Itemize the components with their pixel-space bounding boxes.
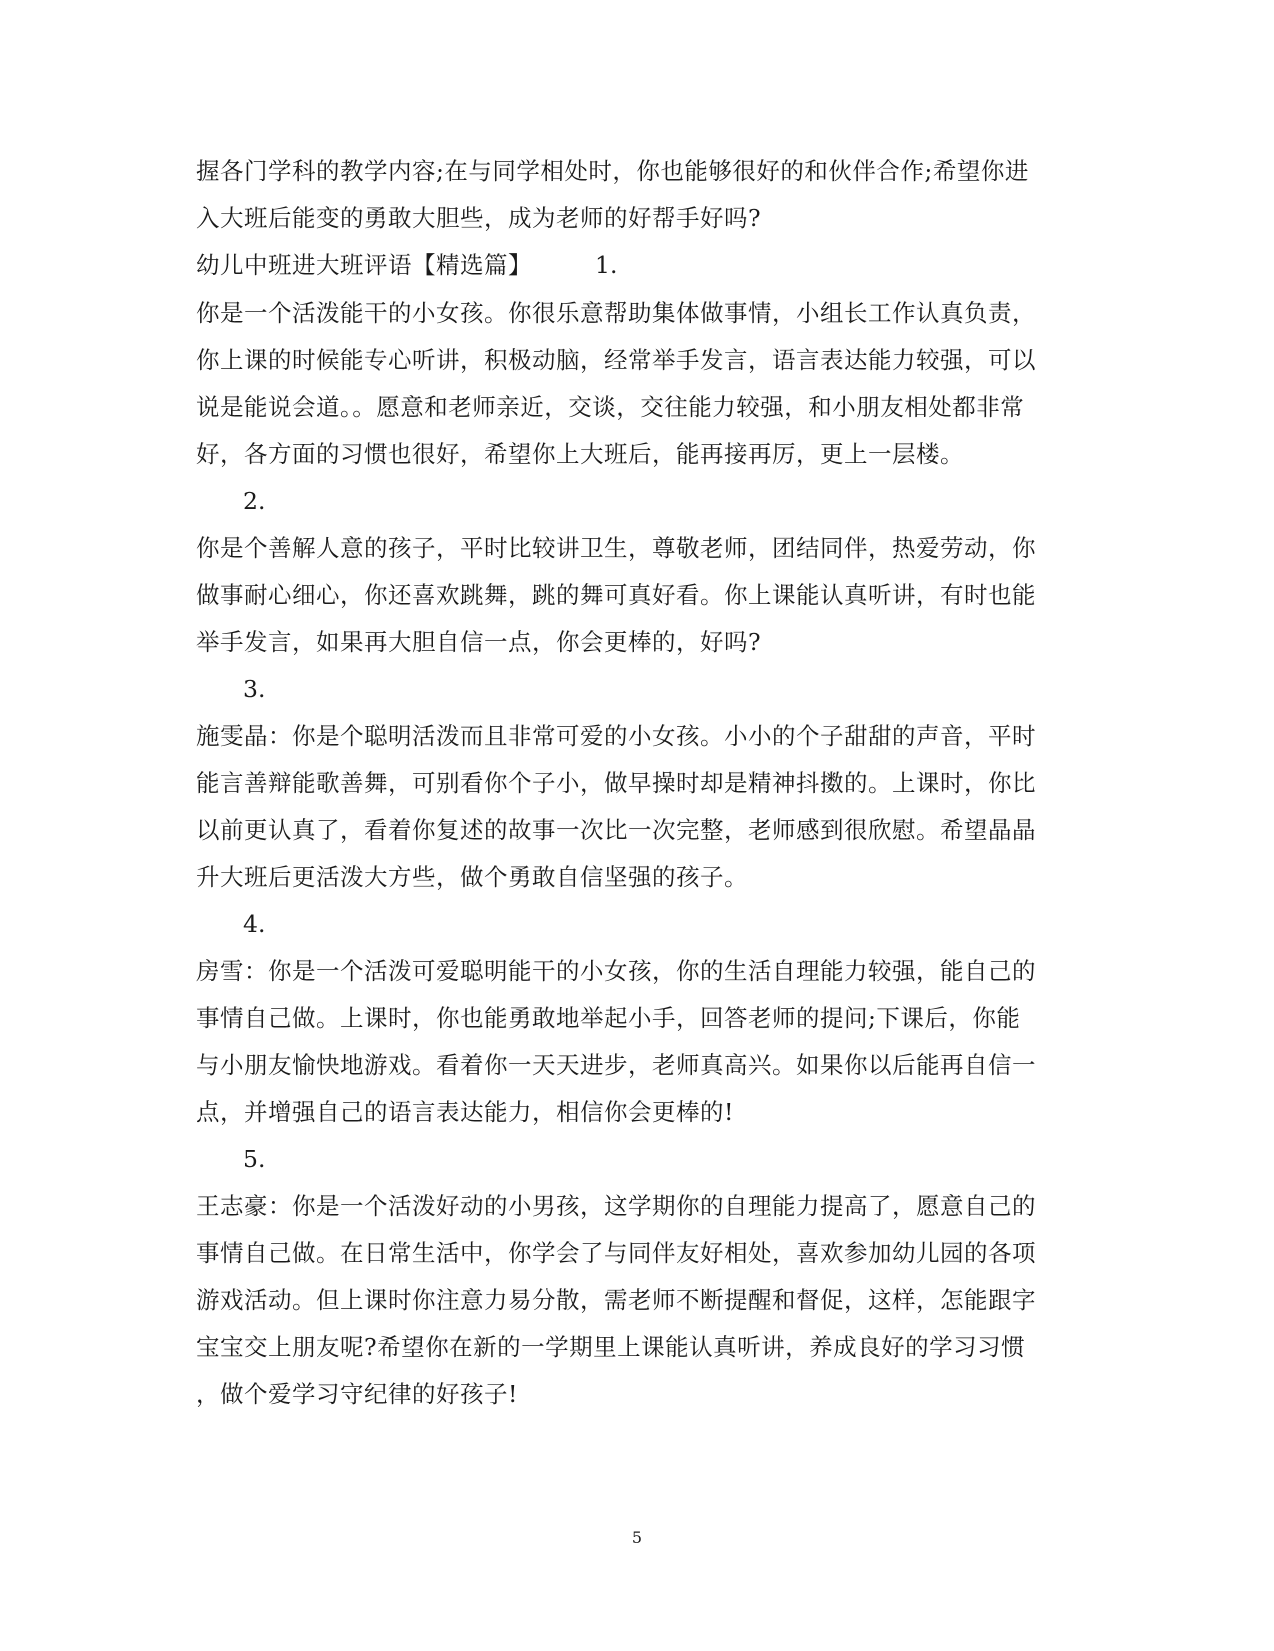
paragraph-line: 事情自己做。上课时，你也能勇敢地举起小手，回答老师的提问;下课后，你能 [196,1004,1021,1032]
paragraph-line: 点，并增强自己的语言表达能力，相信你会更棒的! [196,1098,734,1126]
paragraph-line: 能言善辩能歌善舞，可别看你个子小，做早操时却是精神抖擞的。上课时，你比 [196,769,1036,797]
page-number: 5 [631,1528,643,1547]
paragraph-line: 你是一个活泼能干的小女孩。你很乐意帮助集体做事情，小组长工作认真负责， [196,299,1036,327]
paragraph-line: 好，各方面的习惯也很好，希望你上大班后，能再接再厉，更上一层楼。 [196,440,964,468]
paragraph-line: 与小朋友愉快地游戏。看着你一天天进步，老师真高兴。如果你以后能再自信一 [196,1051,1036,1079]
paragraph-line: 升大班后更活泼大方些，做个勇敢自信坚强的孩子。 [196,863,748,891]
paragraph-line: 房雪：你是一个活泼可爱聪明能干的小女孩，你的生活自理能力较强，能自己的 [196,957,1036,985]
paragraph-line: 游戏活动。但上课时你注意力易分散，需老师不断提醒和督促，这样，怎能跟字 [196,1286,1036,1314]
item-number: 4. [243,910,266,938]
paragraph-line: 施雯晶：你是个聪明活泼而且非常可爱的小女孩。小小的个子甜甜的声音，平时 [196,722,1036,750]
item-number: 5. [243,1145,266,1173]
paragraph-line: ，做个爱学习守纪律的好孩子! [196,1380,518,1408]
item-number: 2. [243,487,266,515]
paragraph-line: 做事耐心细心，你还喜欢跳舞，跳的舞可真好看。你上课能认真听讲，有时也能 [196,581,1036,609]
item-number: 1. [595,251,618,279]
section-heading: 幼儿中班进大班评语【精选篇】 [196,251,532,279]
paragraph-line: 举手发言，如果再大胆自信一点，你会更棒的，好吗? [196,628,762,656]
paragraph-line: 宝宝交上朋友呢?希望你在新的一学期里上课能认真听讲，养成良好的学习习惯 [196,1333,1026,1361]
paragraph-line: 以前更认真了，看着你复述的故事一次比一次完整，老师感到很欣慰。希望晶晶 [196,816,1036,844]
item-number: 3. [243,675,266,703]
paragraph-line: 握各门学科的教学内容;在与同学相处时，你也能够很好的和伙伴合作;希望你进 [196,157,1029,185]
paragraph-line: 你是个善解人意的孩子，平时比较讲卫生，尊敬老师，团结同伴，热爱劳动，你 [196,534,1036,562]
paragraph-line: 王志豪：你是一个活泼好动的小男孩，这学期你的自理能力提高了，愿意自己的 [196,1192,1036,1220]
paragraph-line: 入大班后能变的勇敢大胆些，成为老师的好帮手好吗? [196,204,762,232]
paragraph-line: 事情自己做。在日常生活中，你学会了与同伴友好相处，喜欢参加幼儿园的各项 [196,1239,1036,1267]
paragraph-line: 说是能说会道。。愿意和老师亲近，交谈，交往能力较强，和小朋友相处都非常 [196,393,1025,421]
paragraph-line: 你上课的时候能专心听讲，积极动脑，经常举手发言，语言表达能力较强，可以 [196,346,1036,374]
